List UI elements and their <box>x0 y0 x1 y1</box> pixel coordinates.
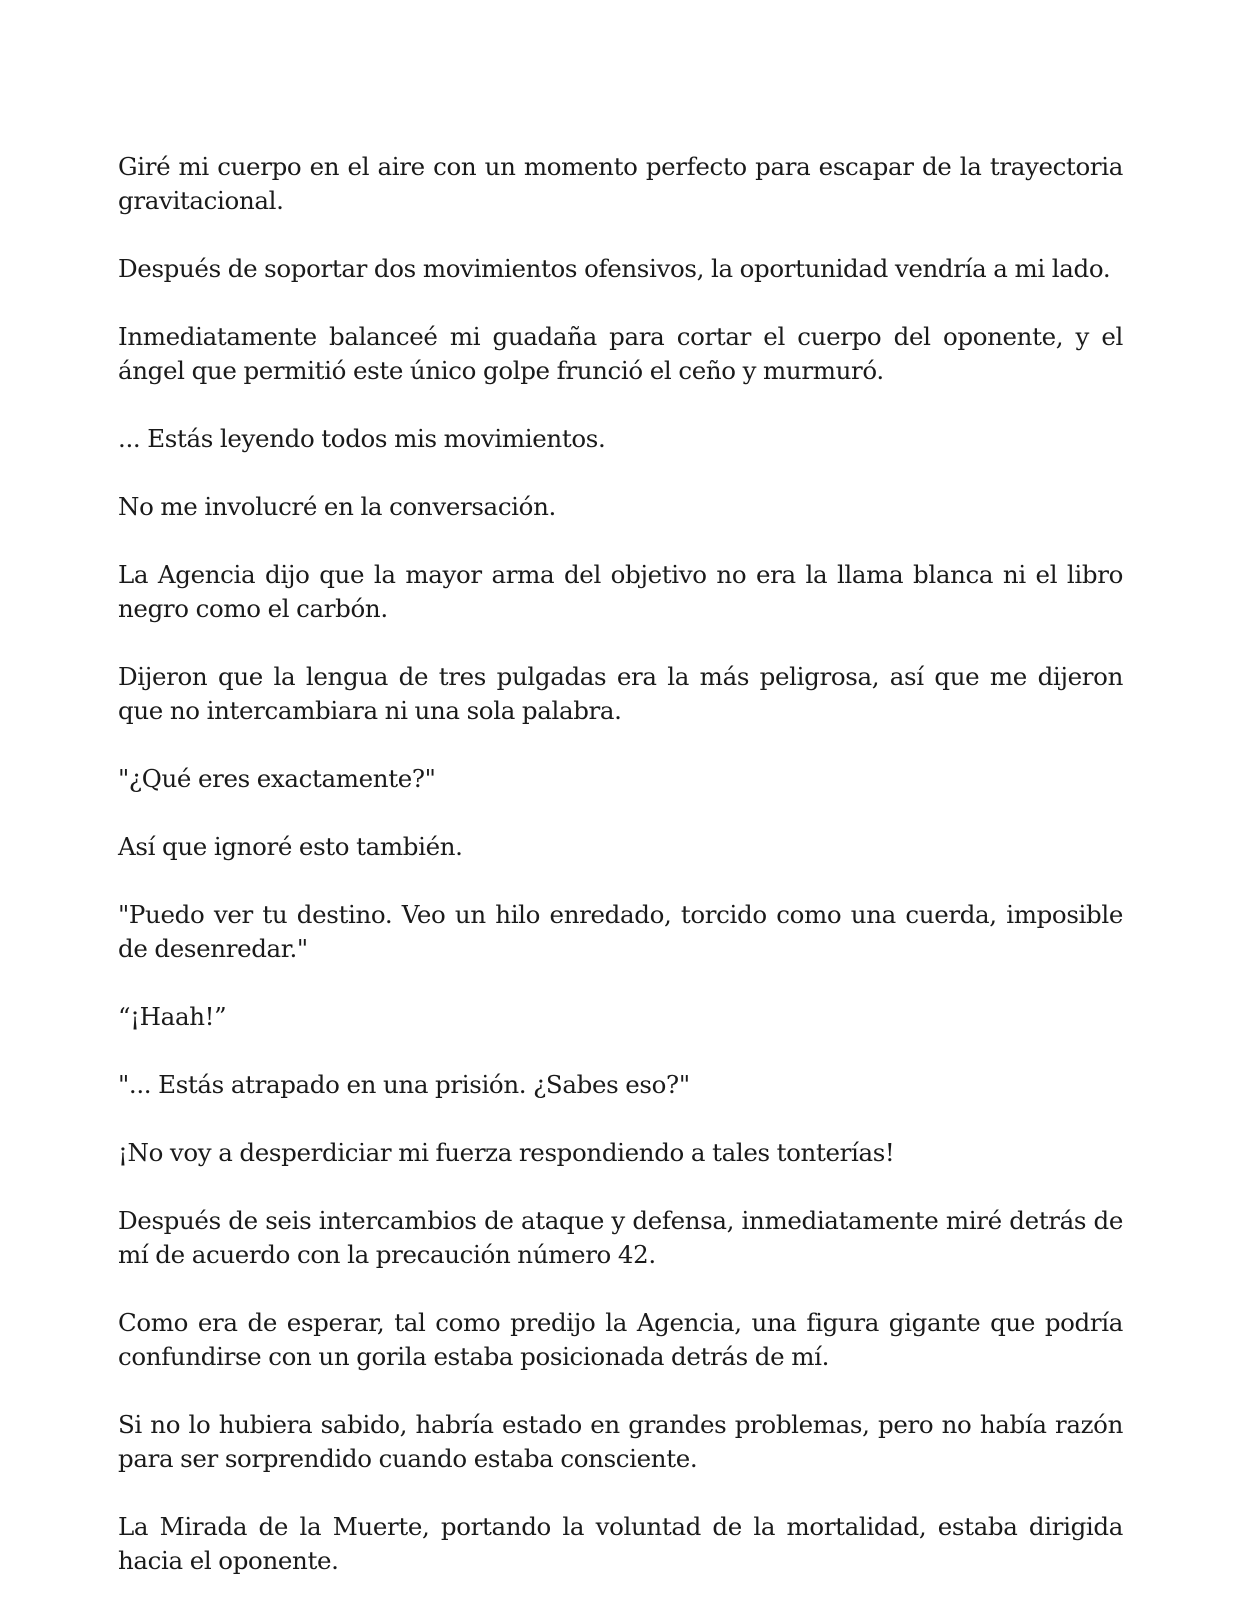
paragraph-6: La Agencia dijo que la mayor arma del objetivo no era la llama blanca ni el libro negro como el carbón. <box>118 560 1123 623</box>
paragraph-3: Inmediatamente balanceé mi guadaña para cortar el cuerpo del oponente, y el ángel que permitió este único golpe frunció el ceño y murmuró. <box>118 322 1123 385</box>
paragraph-16: Si no lo hubiera sabido, habría estado en grandes problemas, pero no había razón para ser sorprendido cuando estaba consciente. <box>118 1410 1123 1473</box>
document-body <box>118 150 1123 1612</box>
paragraph-8: "¿Qué eres exactamente?" <box>118 764 436 793</box>
paragraph-14: Después de seis intercambios de ataque y defensa, inmediatamente miré detrás de mí de acuerdo con la precaución número 42. <box>118 1206 1123 1269</box>
paragraph-11: “¡Haah!” <box>118 1002 227 1031</box>
paragraph-10: "Puedo ver tu destino. Veo un hilo enredado, torcido como una cuerda, imposible de desenredar." <box>118 900 1123 963</box>
paragraph-15: Como era de esperar, tal como predijo la Agencia, una figura gigante que podría confundirse con un gorila estaba posicionada detrás de mí. <box>118 1308 1123 1371</box>
paragraph-17: La Mirada de la Muerte, portando la voluntad de la mortalidad, estaba dirigida hacia el oponente. <box>118 1512 1123 1575</box>
paragraph-7: Dijeron que la lengua de tres pulgadas era la más peligrosa, así que me dijeron que no intercambiara ni una sola palabra. <box>118 662 1123 725</box>
paragraph-9: Así que ignoré esto también. <box>118 832 463 861</box>
paragraph-1: Giré mi cuerpo en el aire con un momento perfecto para escapar de la trayectoria gravitacional. <box>118 152 1123 215</box>
paragraph-4: ... Estás leyendo todos mis movimientos. <box>118 424 606 453</box>
paragraph-2: Después de soportar dos movimientos ofensivos, la oportunidad vendría a mi lado. <box>118 254 1111 283</box>
paragraph-13: ¡No voy a desperdiciar mi fuerza respondiendo a tales tonterías! <box>118 1138 895 1167</box>
paragraph-5: No me involucré en la conversación. <box>118 492 556 521</box>
paragraph-12: "... Estás atrapado en una prisión. ¿Sabes eso?" <box>118 1070 690 1099</box>
